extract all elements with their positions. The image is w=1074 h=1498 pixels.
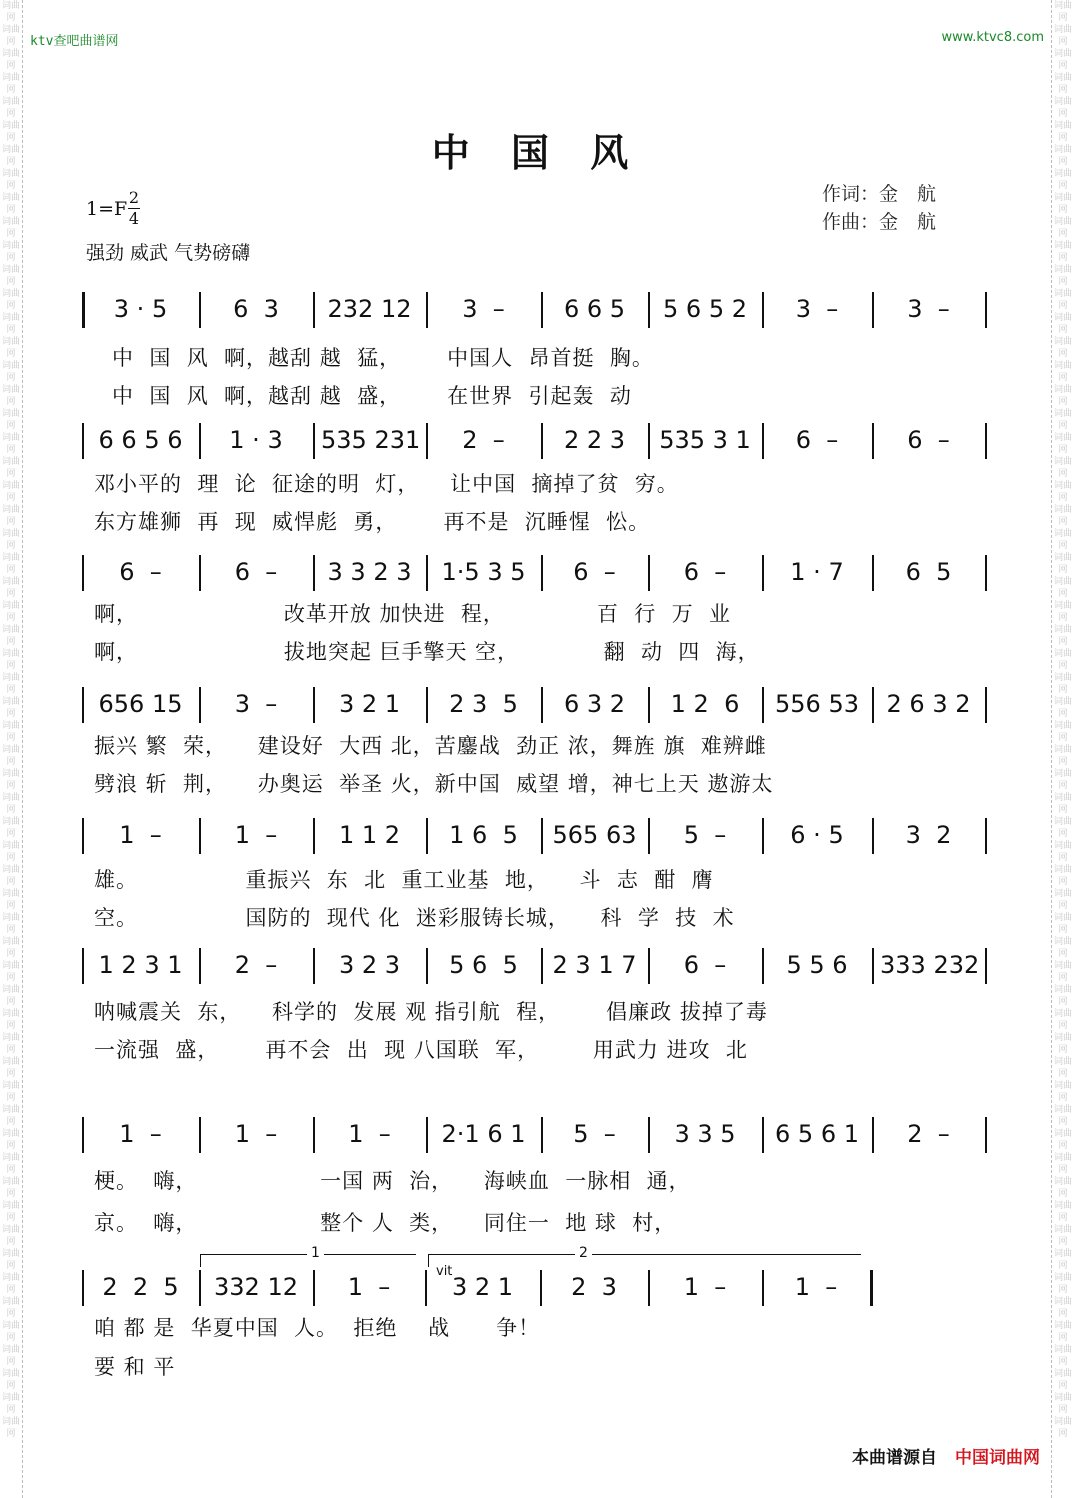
- bar-line: [872, 687, 874, 723]
- measure-notes: 656 15: [98, 690, 183, 718]
- bar-line: [985, 423, 987, 459]
- measure-notes: 3 · 5: [113, 295, 168, 323]
- lyric-line: 空。 国防的 现代 化 迷彩服铸长城， 科 学 技 术: [94, 906, 735, 930]
- lyric-line: 要 和 平: [94, 1355, 176, 1379]
- left-watermark-strip: 词曲网 词曲网 词曲网 词曲网 词曲网 词曲网 词曲网 词曲网 词曲网 词曲网 词曲网 词曲网 词曲网 词曲网 词曲网 词曲网 词曲网 词曲网 词曲网 词曲网 词曲网 词曲网 词曲网 词曲网 词曲网 词曲网 词曲网 词曲网 词曲网 词曲网 词曲网 词曲网 词曲网 词曲网 词曲网 词曲网 词曲网 词曲网 词曲网 词曲网 词曲网 词曲网 词曲网 词曲网 词曲网 词曲网 词曲网 词曲网 词曲网 词曲网 词曲网 词曲网 词曲网 词曲网 词曲网 词曲网 词曲网 词曲网 词曲网 词曲网: [0, 0, 23, 1498]
- bar-line: [872, 948, 874, 984]
- measure-notes: 333 232: [880, 951, 980, 979]
- bar-line: [648, 555, 650, 591]
- measure-notes: 5 –: [683, 821, 727, 849]
- footer-label: 本曲谱源自: [852, 1448, 937, 1468]
- bar-line: [313, 948, 315, 984]
- measure-notes: 3 –: [795, 295, 839, 323]
- bar-line: [199, 687, 201, 723]
- notes-row: [0, 687, 1074, 721]
- notes-row: [0, 948, 1074, 982]
- measure-notes: 3 2 3: [338, 951, 401, 979]
- measure-notes: 3 3 5: [674, 1120, 736, 1148]
- measure-notes: 3 –: [907, 295, 950, 323]
- bar-line: [426, 423, 428, 459]
- bar-line: [648, 948, 650, 984]
- key-signature: 1=F: [86, 198, 128, 220]
- lyric-line: 呐喊震关 东， 科学的 发展 观 指引航 程， 倡廉政 拔掉了毒: [94, 1000, 768, 1024]
- measure-notes: 6 3 2: [563, 690, 626, 718]
- bar-line: [541, 1117, 543, 1153]
- bar-line: [872, 423, 874, 459]
- bar-line: [199, 1117, 201, 1153]
- time-signature: [128, 188, 140, 229]
- bar-line: [985, 1117, 987, 1153]
- bar-line: [762, 292, 764, 328]
- bar-line: [199, 292, 201, 328]
- measure-notes: 5 6 5 2: [663, 295, 747, 323]
- bar-line: [648, 1117, 650, 1153]
- measure-notes: 1 –: [794, 1273, 838, 1301]
- measure-notes: 3 3 2 3: [327, 558, 412, 586]
- measure-notes: 6 –: [683, 558, 727, 586]
- site-watermark-left[interactable]: ktv查吧曲谱网: [30, 34, 119, 49]
- bar-line: [426, 948, 428, 984]
- bar-line: [762, 687, 764, 723]
- measure-notes: 6 –: [683, 951, 727, 979]
- bar-line: [985, 687, 987, 723]
- measure-notes: 1 6 5: [449, 821, 518, 849]
- bar-line: [425, 1270, 427, 1306]
- bar-line: [762, 423, 764, 459]
- measure-notes: 3 –: [462, 295, 505, 323]
- measure-notes: 2 3 1 7: [552, 951, 637, 979]
- measure-notes: 2 2 3: [563, 426, 626, 454]
- bar-line: [313, 687, 315, 723]
- measure-notes: 2 6 3 2: [886, 690, 971, 718]
- lyric-line: 劈浪 斩 荆， 办奥运 举圣 火，新中国 威望 增，神七上天 遨游太: [94, 772, 774, 796]
- bar-line: [313, 423, 315, 459]
- bar-line: [199, 1270, 201, 1306]
- bar-line: [985, 292, 987, 328]
- measure-notes: 1·5 3 5: [441, 558, 526, 586]
- bar-line: [426, 818, 428, 854]
- measure-notes: 2 –: [907, 1120, 950, 1148]
- song-title: 中 国 风: [431, 131, 643, 175]
- volta-1-label: 1: [307, 1245, 324, 1261]
- credits: [822, 180, 936, 236]
- measure-notes: 6 –: [795, 426, 839, 454]
- measure-notes: 1 –: [348, 1120, 391, 1148]
- bar-line: [985, 948, 987, 984]
- measure-notes: 2 –: [462, 426, 505, 454]
- bar-line: [648, 818, 650, 854]
- bar-line: [648, 1270, 650, 1306]
- bar-line: [985, 818, 987, 854]
- measure-notes: 6 5: [905, 558, 952, 586]
- volta-2: [428, 1245, 861, 1267]
- time-signature-top: 2: [128, 188, 140, 207]
- bar-line: [541, 423, 543, 459]
- measure-notes: 1 –: [234, 1120, 278, 1148]
- bar-line: [426, 1117, 428, 1153]
- bar-line: [82, 292, 85, 328]
- bar-line: [872, 555, 874, 591]
- bar-line: [872, 1117, 874, 1153]
- volta-2-label: 2: [575, 1245, 592, 1261]
- lyricist: 作词：金 航: [822, 183, 937, 205]
- measure-notes: 2 3: [571, 1273, 617, 1301]
- bar-line: [82, 555, 84, 591]
- bar-line: [541, 948, 543, 984]
- bar-line: [648, 423, 650, 459]
- measure-notes: 1 –: [347, 1273, 391, 1301]
- notes-row: [0, 818, 1074, 852]
- lyric-line: 邓小平的 理 论 征途的明 灯， 让中国 摘掉了贫 穷。: [94, 472, 679, 496]
- bar-line: [426, 687, 428, 723]
- measure-notes: 1 –: [119, 1120, 162, 1148]
- measure-notes: 6 6 5: [563, 295, 626, 323]
- bar-line: [540, 1270, 542, 1306]
- bar-line: [541, 818, 543, 854]
- measure-notes: 565 63: [552, 821, 637, 849]
- footer-site[interactable]: 中国词曲网: [955, 1448, 1040, 1468]
- bar-line: [199, 423, 201, 459]
- notes-row: [0, 1117, 1074, 1151]
- bar-line: [82, 948, 84, 984]
- bar-line: [762, 818, 764, 854]
- bar-line: [762, 1270, 764, 1306]
- measure-notes: 1 · 7: [790, 558, 844, 586]
- bar-line: [313, 1117, 315, 1153]
- measure-notes: 6 6 5 6: [98, 426, 183, 454]
- lyric-line: 雄。 重振兴 东 北 重工业基 地， 斗 志 酣 膺: [94, 868, 714, 892]
- bar-line: [648, 687, 650, 723]
- bar-line: [541, 687, 543, 723]
- right-watermark-strip: 词曲网 词曲网 词曲网 词曲网 词曲网 词曲网 词曲网 词曲网 词曲网 词曲网 词曲网 词曲网 词曲网 词曲网 词曲网 词曲网 词曲网 词曲网 词曲网 词曲网 词曲网 词曲网 词曲网 词曲网 词曲网 词曲网 词曲网 词曲网 词曲网 词曲网 词曲网 词曲网 词曲网 词曲网 词曲网 词曲网 词曲网 词曲网 词曲网 词曲网 词曲网 词曲网 词曲网 词曲网 词曲网 词曲网 词曲网 词曲网 词曲网 词曲网 词曲网 词曲网 词曲网 词曲网 词曲网 词曲网 词曲网 词曲网 词曲网 词曲网: [1051, 0, 1074, 1498]
- measure-notes: 5 6 5: [449, 951, 518, 979]
- bar-line: [541, 555, 543, 591]
- lyric-line: 一流强 盛， 再不会 出 现 八国联 军， 用武力 进攻 北: [94, 1038, 748, 1062]
- composer: 作曲：金 航: [822, 211, 937, 233]
- notes-row: [0, 555, 1074, 589]
- measure-notes: 6 –: [573, 558, 616, 586]
- bar-line: [82, 818, 84, 854]
- bar-line: [541, 292, 543, 328]
- bar-line: [985, 555, 987, 591]
- measure-notes: 1 –: [683, 1273, 727, 1301]
- lyric-line: 啊， 改革开放 加快进 程， 百 行 万 业: [94, 602, 732, 626]
- notes-row: [0, 423, 1074, 457]
- measure-notes: 3 2: [905, 821, 952, 849]
- measure-notes: 2 3 5: [449, 690, 518, 718]
- measure-notes: 2 –: [234, 951, 278, 979]
- bar-line: [426, 555, 428, 591]
- measure-notes: 6 –: [119, 558, 162, 586]
- bar-line: [762, 948, 764, 984]
- bar-line: [313, 292, 315, 328]
- lyric-line: 京。 嗨， 整个 人 类， 同住一 地 球 村，: [94, 1211, 677, 1235]
- measure-notes: 332 12: [214, 1273, 298, 1301]
- measure-notes: 2 2 5: [102, 1273, 179, 1301]
- measure-notes: 556 53: [775, 690, 859, 718]
- measure-notes: 3 2 1: [338, 690, 401, 718]
- measure-notes: 6 · 5: [790, 821, 844, 849]
- measure-notes: 1 –: [119, 821, 162, 849]
- vit-marking: vit: [436, 1264, 453, 1279]
- lyric-line: 啊， 拔地突起 巨手擎天 空， 翻 动 四 海，: [94, 640, 760, 664]
- lyric-line: 中 国 风 啊，越刮 越 猛， 中国人 昂首挺 胸。: [112, 346, 654, 370]
- bar-line: [870, 1270, 873, 1306]
- measure-notes: 3 2 1: [451, 1273, 514, 1301]
- measure-notes: 535 3 1: [659, 426, 751, 454]
- footer-source: [852, 1443, 1040, 1468]
- measure-notes: 6 –: [907, 426, 950, 454]
- bar-line: [872, 292, 874, 328]
- measure-notes: 5 5 6: [786, 951, 848, 979]
- bar-line: [82, 1270, 84, 1306]
- bar-line: [313, 555, 315, 591]
- measure-notes: 1 –: [234, 821, 278, 849]
- lyric-line: 中 国 风 啊，越刮 越 盛， 在世界 引起轰 动: [112, 384, 632, 408]
- bar-line: [82, 687, 84, 723]
- measure-notes: 6 3: [233, 295, 279, 323]
- bar-line: [762, 1117, 764, 1153]
- bar-line: [199, 948, 201, 984]
- notes-row: [0, 1270, 1074, 1304]
- lyric-line: 咱 都 是 华夏中国 人。 拒绝 战 争！: [94, 1316, 541, 1340]
- bar-line: [199, 818, 201, 854]
- measure-notes: 1 · 3: [229, 426, 283, 454]
- notes-row: [0, 292, 1074, 326]
- bar-line: [313, 818, 315, 854]
- measure-notes: 2·1 6 1: [441, 1120, 526, 1148]
- bar-line: [762, 555, 764, 591]
- measure-notes: 232 12: [327, 295, 412, 323]
- bar-line: [426, 292, 428, 328]
- measure-notes: 1 1 2: [338, 821, 401, 849]
- tempo-marking: 强劲 威武 气势磅礴: [86, 242, 251, 264]
- volta-1: [200, 1245, 416, 1267]
- bar-line: [199, 555, 201, 591]
- lyric-line: 梗。 嗨， 一国 两 治， 海峡血 一脉相 通，: [94, 1169, 691, 1193]
- lyric-line: 振兴 繁 荣， 建设好 大西 北，苦鏖战 劲正 浓，舞旌 旗 难辨雌: [94, 734, 767, 758]
- time-signature-bottom: 4: [128, 209, 140, 228]
- bar-line: [82, 423, 84, 459]
- measure-notes: 1 2 3 1: [98, 951, 183, 979]
- measure-notes: 6 5 6 1: [775, 1120, 859, 1148]
- lyric-line: 东方雄狮 再 现 威悍彪 勇， 再不是 沉睡惺 忪。: [94, 510, 651, 534]
- measure-notes: 6 –: [234, 558, 278, 586]
- bar-line: [872, 818, 874, 854]
- measure-notes: 535 231: [321, 426, 421, 454]
- measure-notes: 1 2 6: [670, 690, 740, 718]
- bar-line: [82, 1117, 84, 1153]
- site-watermark-right[interactable]: www.ktvc8.com: [941, 30, 1044, 45]
- bar-line: [648, 292, 650, 328]
- measure-notes: 3 –: [234, 690, 278, 718]
- measure-notes: 5 –: [573, 1120, 616, 1148]
- bar-line: [313, 1270, 315, 1306]
